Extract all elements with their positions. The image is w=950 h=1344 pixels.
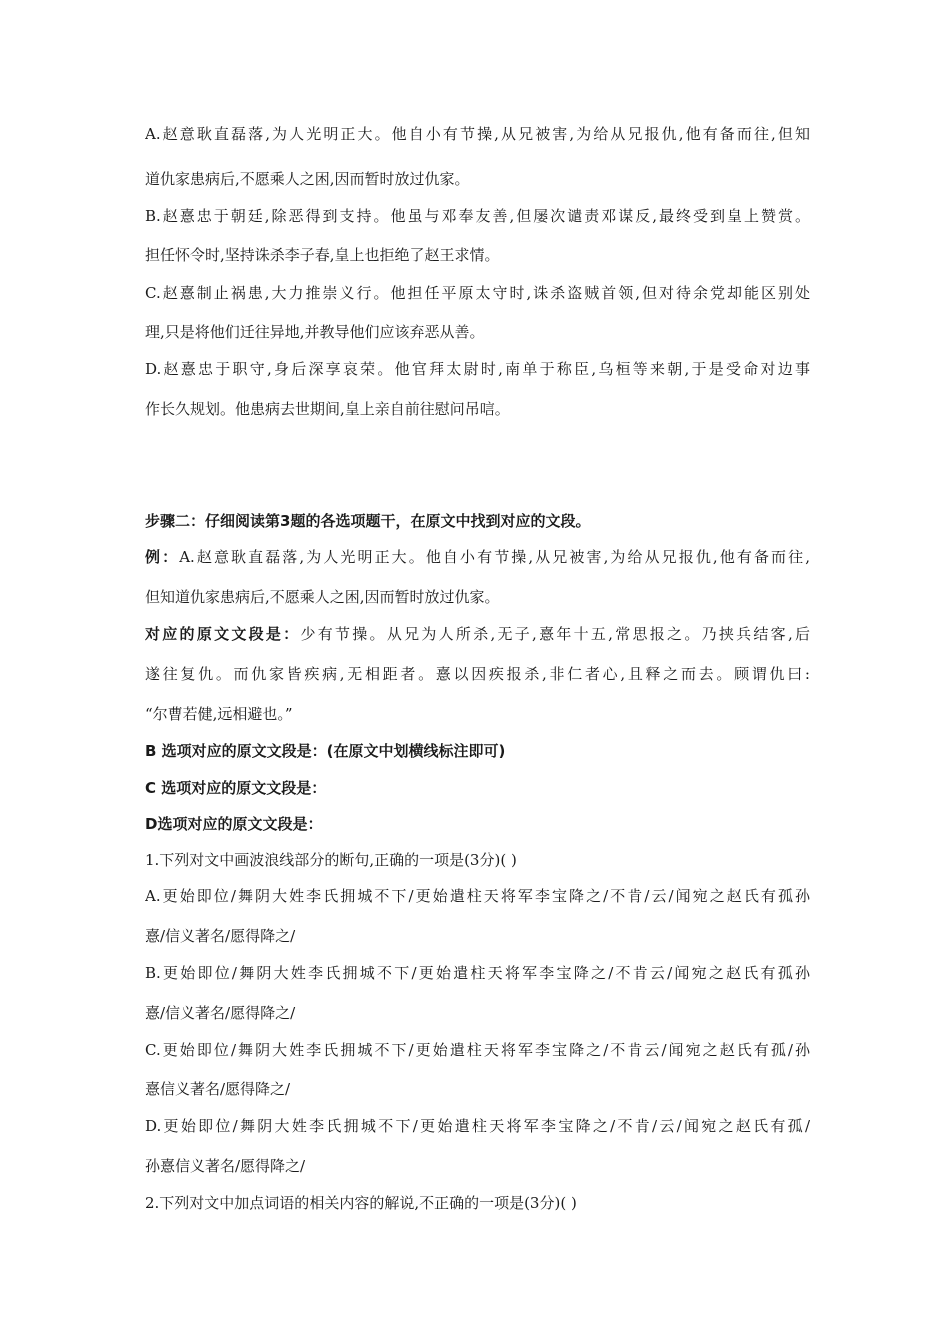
q1-option-b-line-2: 憙/信义著名/愿得降之/ xyxy=(145,1004,296,1022)
step2-heading: 步骤二：仔细阅读第3题的各选项题干，在原文中找到对应的文段。 xyxy=(145,512,591,530)
option-c-line-1: C.赵憙制止祸患,大力推崇义行。他担任平原太守时,诛杀盗贼首领,但对待余党却能区别处 xyxy=(145,284,810,302)
option-a-line-1: A.赵意耿直磊落,为人光明正大。他自小有节操,从兄被害,为给从兄报仇,他有备而往,但知 xyxy=(145,125,810,143)
source-line-3: “尔曹若健,远相避也。” xyxy=(145,705,293,723)
option-d-line-1: D.赵憙忠于职守,身后深享哀荣。他官拜太尉时,南单于称臣,乌桓等来朝,于是受命对边事 xyxy=(145,360,810,378)
q1-option-c-line-1: C.更始即位/舞阴大姓李氏拥城不下/更始遣柱天将军李宝降之/不肯云/闻宛之赵氏有孤/孙 xyxy=(145,1041,810,1059)
q1-option-c-line-2: 憙信义著名/愿得降之/ xyxy=(145,1080,291,1098)
q1-option-a-line-2: 憙/信义著名/愿得降之/ xyxy=(145,927,296,945)
option-d-line-2: 作长久规划。他患病去世期间,皇上亲自前往慰问吊唁。 xyxy=(145,400,510,418)
q1-option-a-line-1: A.更始即位/舞阴大姓李氏拥城不下/更始遣柱天将军李宝降之/不肯/云/闻宛之赵氏有孤孙 xyxy=(145,887,810,905)
q1-option-d-line-1: D.更始即位/舞阴大姓李氏拥城不下/更始遣柱天将军李宝降之/不肯/云/闻宛之赵氏有孤/ xyxy=(145,1117,810,1135)
option-a-line-2: 道仇家患病后,不愿乘人之困,因而暂时放过仇家。 xyxy=(145,170,470,188)
source-line-1 xyxy=(145,624,810,644)
q1-option-d-line-2: 孙憙信义著名/愿得降之/ xyxy=(145,1157,306,1175)
option-d-prompt: D选项对应的原文文段是： xyxy=(145,815,323,833)
example-label: 例： xyxy=(145,548,180,566)
source-label: 对应的原文文段是： xyxy=(145,625,301,643)
example-line-1 xyxy=(145,547,810,567)
option-b-line-1: B.赵憙忠于朝廷,除恶得到支持。他虽与邓奉友善,但屡次谴责邓谋反,最终受到皇上赞赏。 xyxy=(145,207,810,225)
q1-option-b-line-1: B.更始即位/舞阴大姓李氏拥城不下/更始遣柱天将军李宝降之/不肯云/闻宛之赵氏有孤孙 xyxy=(145,964,810,982)
question1-stem: 1.下列对文中画波浪线部分的断句,正确的一项是(3分)( ) xyxy=(145,851,517,869)
question2-stem: 2.下列对文中加点词语的相关内容的解说,不正确的一项是(3分)( ) xyxy=(145,1194,577,1212)
source-text-1: 少有节操。从兄为人所杀,无子,憙年十五,常思报之。乃挟兵结客,后 xyxy=(300,625,810,643)
example-text-1: A.赵意耿直磊落,为人光明正大。他自小有节操,从兄被害,为给从兄报仇,他有备而往, xyxy=(179,548,810,566)
option-b-prompt: B 选项对应的原文文段是：(在原文中划横线标注即可) xyxy=(145,742,506,760)
option-c-line-2: 理,只是将他们迁往异地,并教导他们应该弃恶从善。 xyxy=(145,323,485,341)
option-b-line-2: 担任怀令时,坚持诛杀李子春,皇上也拒绝了赵王求情。 xyxy=(145,246,500,264)
source-line-2: 遂往复仇。而仇家皆疾病,无相距者。憙以因疾报杀,非仁者心,且释之而去。顾谓仇曰: xyxy=(145,665,810,683)
example-line-2: 但知道仇家患病后,不愿乘人之困,因而暂时放过仇家。 xyxy=(145,588,500,606)
option-c-prompt: C 选项对应的原文文段是： xyxy=(145,779,327,797)
